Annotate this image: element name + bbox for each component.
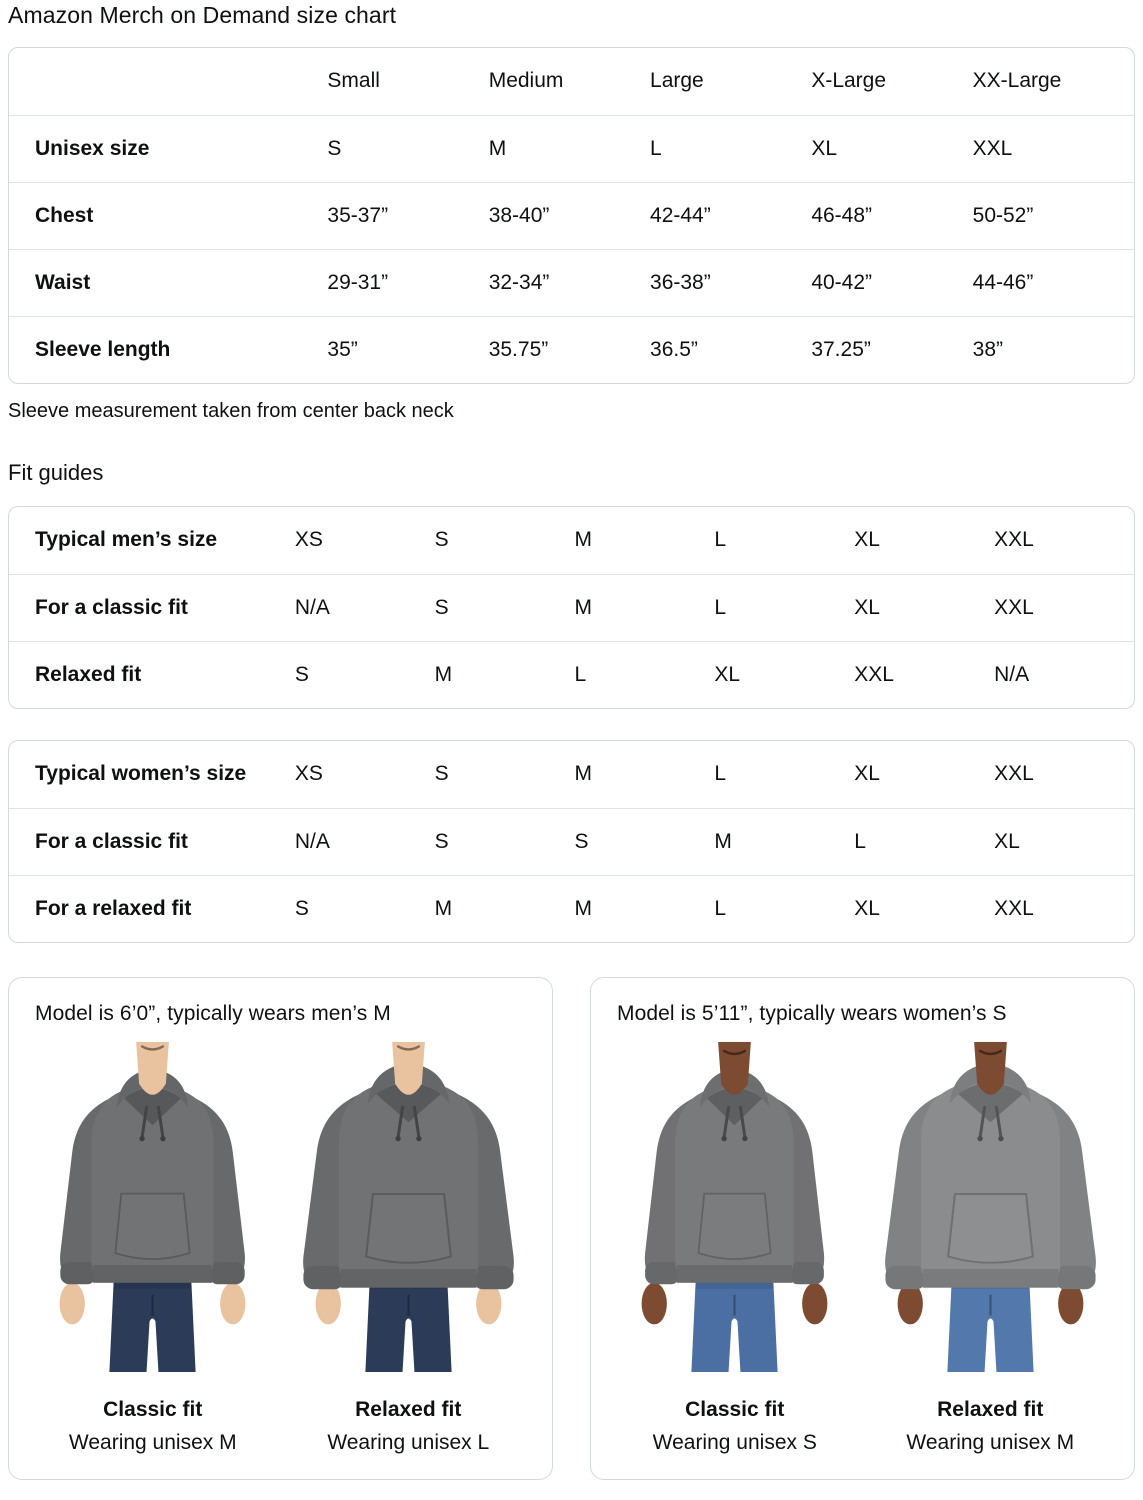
table-row (9, 574, 1134, 641)
size-cell: L (650, 115, 811, 182)
wearing-label: Wearing unisex M (906, 1431, 1075, 1454)
size-cell: 38” (973, 316, 1134, 383)
mens-fit-table (9, 507, 1134, 708)
row-label: Typical women’s size (35, 762, 247, 786)
size-cell: XS (294, 528, 323, 552)
size-cell: S (295, 641, 435, 708)
size-cell: L (714, 875, 854, 942)
size-cell: XL (714, 641, 854, 708)
size-cell: 35.75” (489, 316, 650, 383)
size-cell: M (574, 762, 593, 786)
size-cell: 32-34” (489, 249, 650, 316)
size-cell: M (575, 875, 715, 942)
size-cell: S (435, 574, 575, 641)
size-cell: 44-46” (973, 249, 1134, 316)
size-col-header: XX-Large (972, 69, 1062, 93)
size-cell: S (434, 762, 449, 786)
size-col-header: Large (650, 69, 704, 93)
table-row (9, 316, 1134, 383)
row-label: Relaxed fit (9, 641, 295, 708)
size-cell: N/A (994, 641, 1134, 708)
row-label: For a classic fit (9, 808, 295, 875)
size-cell: XXL (994, 762, 1034, 786)
womens-model-box (590, 977, 1135, 1480)
table-row (9, 875, 1134, 942)
size-cell: XL (994, 808, 1134, 875)
table-row (9, 808, 1134, 875)
table-row (9, 507, 1134, 574)
fit-label: Relaxed fit (937, 1398, 1044, 1421)
fit-label: Classic fit (103, 1398, 203, 1421)
size-cell: S (434, 528, 449, 552)
size-cell: XL (811, 115, 972, 182)
size-table-header-row (9, 48, 1134, 115)
mens-fit-table-container (8, 506, 1135, 709)
table-row (9, 641, 1134, 708)
wearing-label: Wearing unisex S (652, 1431, 817, 1454)
size-cell: 36-38” (650, 249, 811, 316)
corner-cell (9, 48, 327, 115)
sleeve-note: Sleeve measurement taken from center back neck (8, 400, 454, 422)
size-cell: XL (854, 762, 880, 786)
size-table-container (8, 47, 1135, 384)
size-cell: XL (854, 574, 994, 641)
size-cell: XL (854, 875, 994, 942)
row-label: Chest (9, 182, 327, 249)
size-cell: 29-31” (327, 249, 488, 316)
size-cell: 36.5” (650, 316, 811, 383)
size-cell: L (575, 641, 715, 708)
row-label: Sleeve length (9, 316, 327, 383)
model-figure-relaxed (281, 1042, 537, 1455)
size-cell: S (327, 115, 488, 182)
size-cell: S (575, 808, 715, 875)
wearing-label: Wearing unisex M (68, 1431, 237, 1454)
size-cell: XXL (994, 574, 1134, 641)
size-cell: 40-42” (811, 249, 972, 316)
womens-model-figures (607, 1042, 1118, 1455)
model-photo (878, 1042, 1103, 1372)
fit-label: Relaxed fit (355, 1398, 462, 1421)
size-cell: 38-40” (489, 182, 650, 249)
size-col-header: X-Large (811, 69, 887, 93)
size-cell: XL (854, 528, 880, 552)
size-cell: M (489, 115, 650, 182)
size-cell: N/A (295, 808, 435, 875)
size-cell: 46-48” (811, 182, 972, 249)
wearing-label: Wearing unisex L (327, 1431, 490, 1454)
table-row (9, 182, 1134, 249)
size-cell: L (714, 574, 854, 641)
model-figure-classic (607, 1042, 863, 1455)
size-col-header: Small (327, 69, 380, 93)
size-cell: 42-44” (650, 182, 811, 249)
size-cell: 35-37” (327, 182, 488, 249)
row-label: For a classic fit (9, 574, 295, 641)
size-cell: XXL (973, 115, 1134, 182)
size-cell: XXL (994, 528, 1034, 552)
size-cell: 50-52” (973, 182, 1134, 249)
size-table (9, 48, 1134, 383)
size-cell: M (714, 808, 854, 875)
size-cell: XS (294, 762, 323, 786)
size-cell: XXL (994, 875, 1134, 942)
size-cell: S (295, 875, 435, 942)
fit-label: Classic fit (685, 1398, 785, 1421)
size-cell: M (435, 641, 575, 708)
model-figure-relaxed (863, 1042, 1119, 1455)
size-cell: S (435, 808, 575, 875)
model-photo (296, 1042, 521, 1372)
row-label: Unisex size (9, 115, 327, 182)
row-label: Typical men’s size (35, 528, 218, 552)
womens-fit-table-container (8, 740, 1135, 943)
row-label: For a relaxed fit (9, 875, 295, 942)
mens-model-heading: Model is 6’0”, typically wears men’s M (35, 1002, 391, 1025)
page-title: Amazon Merch on Demand size chart (8, 2, 397, 28)
size-cell: L (854, 808, 994, 875)
mens-model-box (8, 977, 553, 1480)
fit-guides-heading: Fit guides (8, 460, 104, 485)
table-row (9, 249, 1134, 316)
row-label: Waist (9, 249, 327, 316)
mens-model-figures (25, 1042, 536, 1455)
size-cell: M (575, 574, 715, 641)
size-cell: N/A (295, 574, 435, 641)
womens-fit-table (9, 741, 1134, 942)
size-cell: M (435, 875, 575, 942)
size-col-header: Medium (488, 69, 564, 93)
model-figure-classic (25, 1042, 281, 1455)
womens-model-heading: Model is 5’11”, typically wears women’s S (617, 1002, 1007, 1025)
size-cell: L (714, 762, 727, 786)
size-cell: XXL (854, 641, 994, 708)
size-cell: L (714, 528, 727, 552)
table-row (9, 741, 1134, 808)
model-boxes (8, 977, 1135, 1480)
table-row (9, 115, 1134, 182)
model-photo (40, 1042, 265, 1372)
size-cell: 37.25” (811, 316, 972, 383)
size-cell: M (574, 528, 593, 552)
model-photo (622, 1042, 847, 1372)
size-cell: 35” (327, 316, 488, 383)
